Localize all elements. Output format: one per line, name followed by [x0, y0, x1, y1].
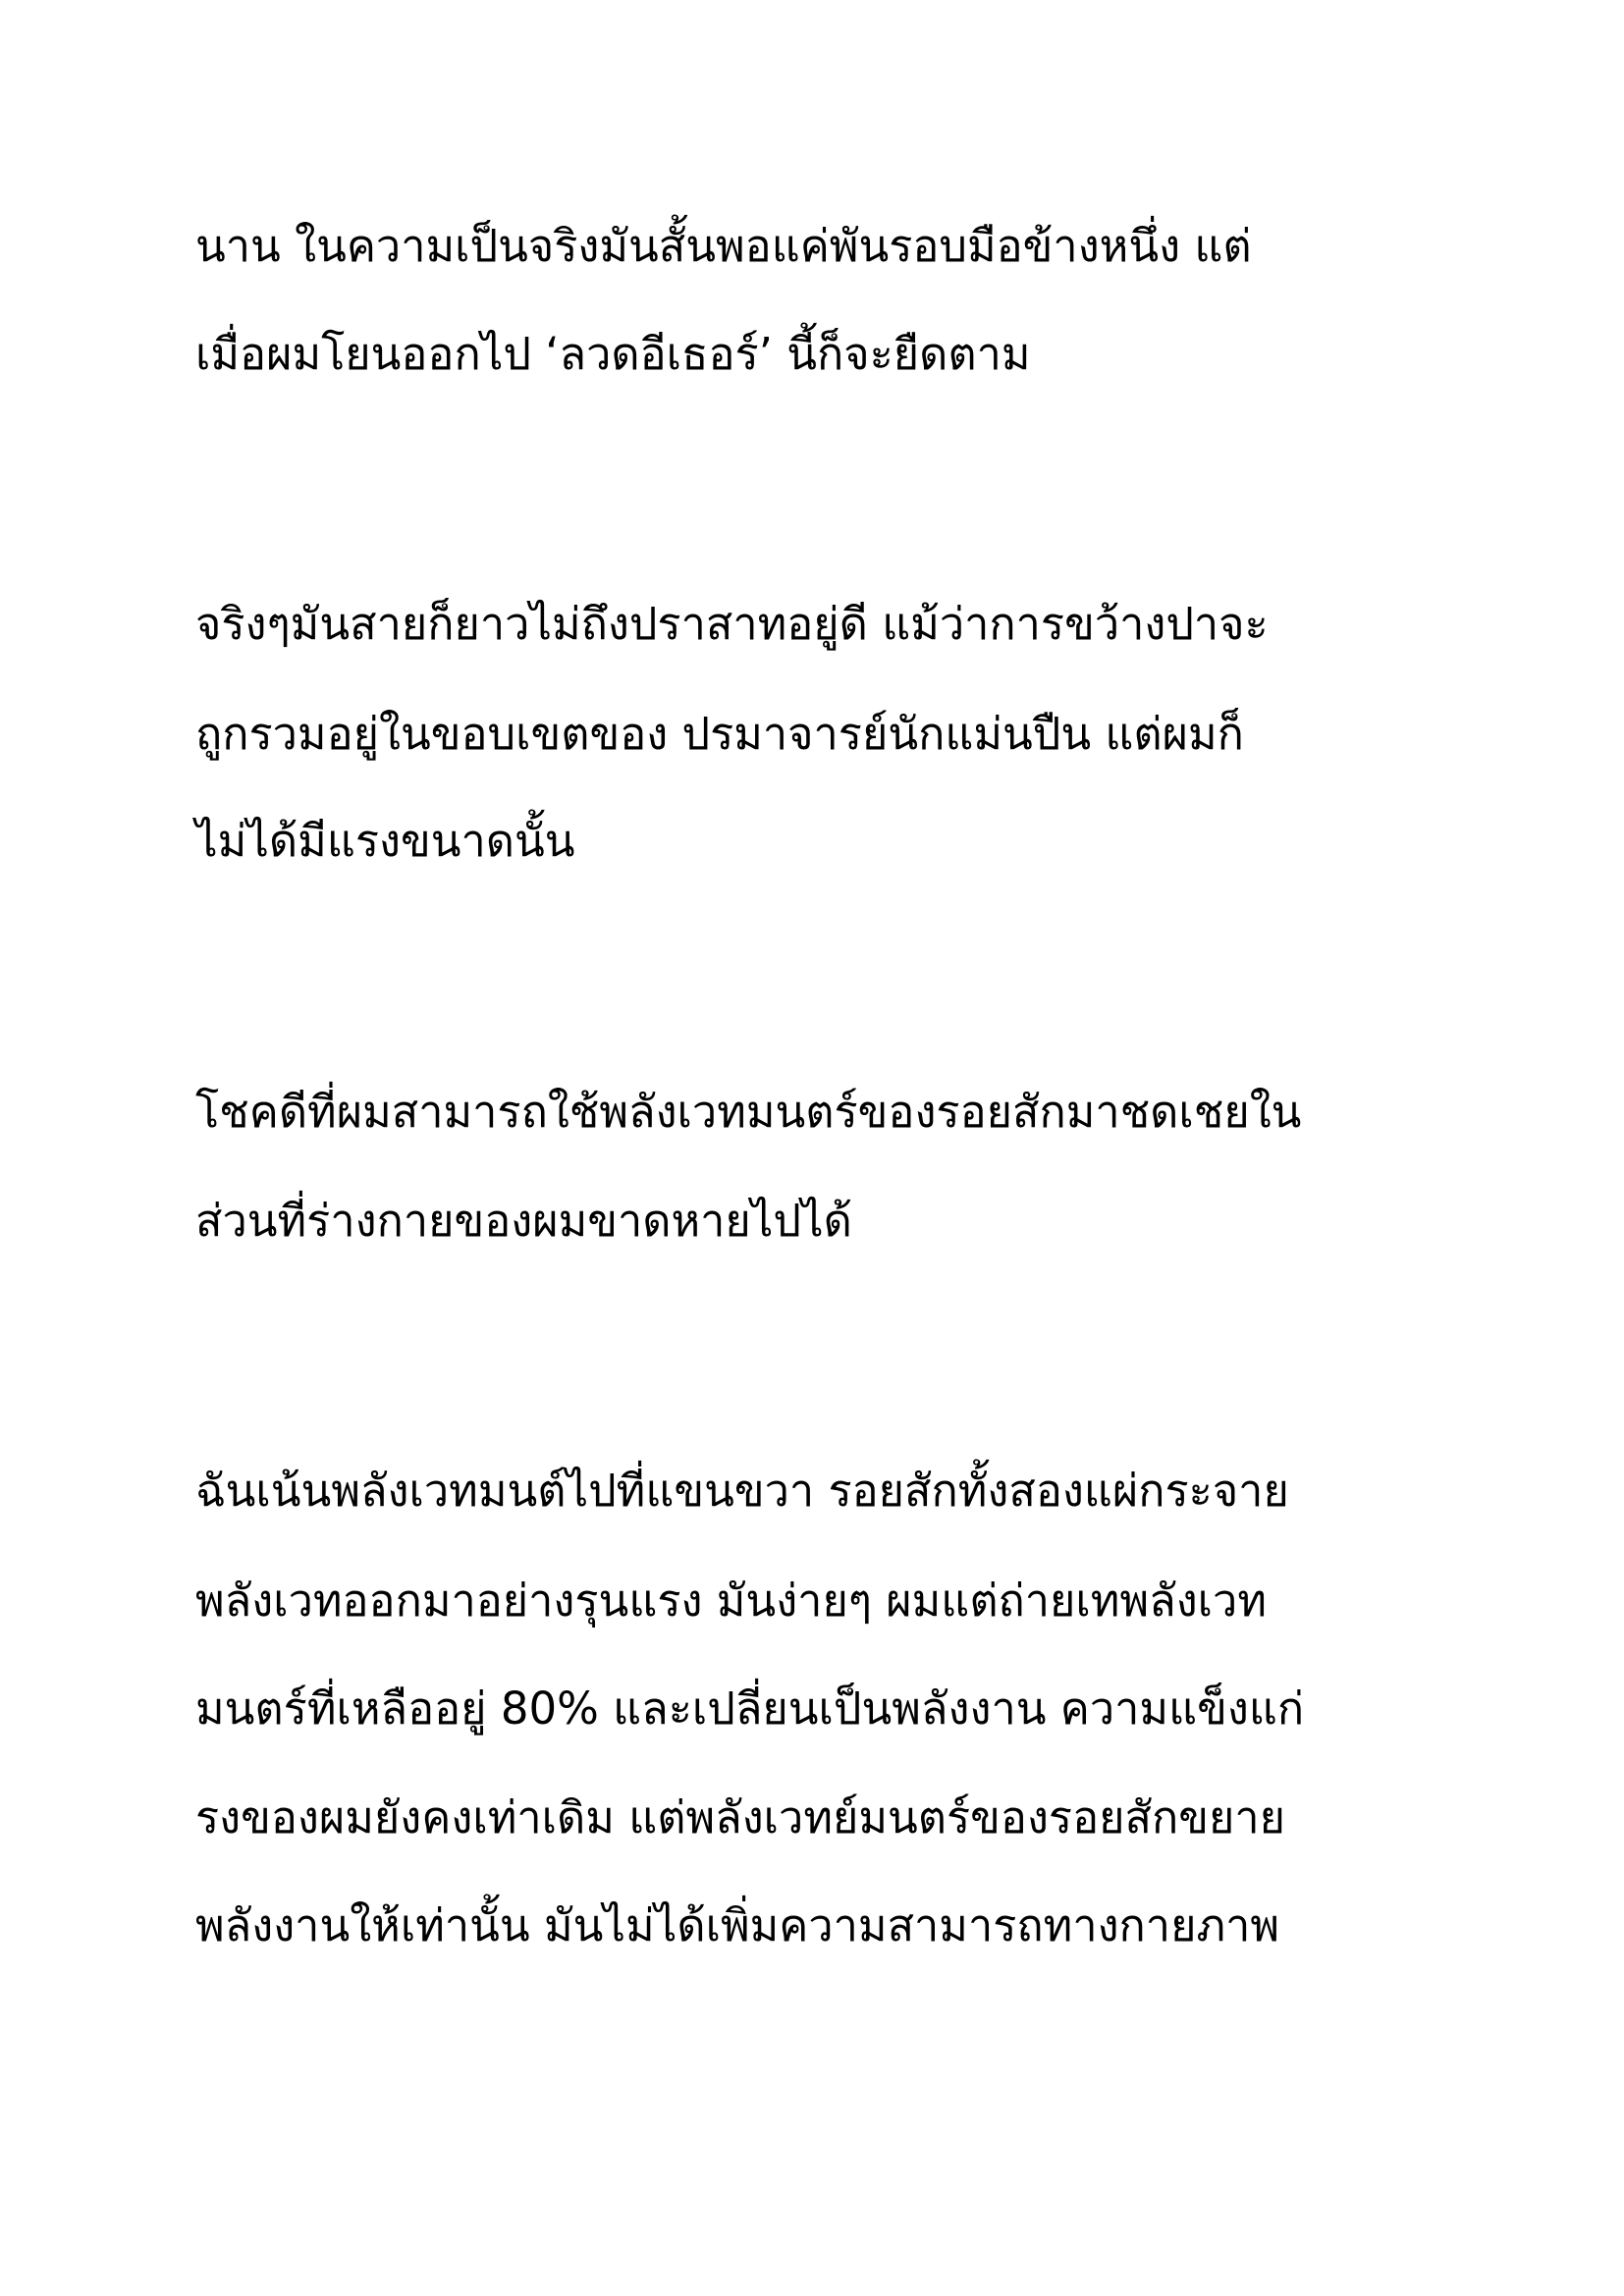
paragraph-4-line-1: ฉันเน้นพลังเวทมนต์ไปที่แขนขวา รอยสักทั้งสองแผ่กระจาย [195, 1465, 1289, 1517]
paragraph-1-line-1: นาน ในความเป็นจริงมันสั้นพอแค่พันรอบมือข้างหนึ่ง แต่ [195, 220, 1252, 272]
paragraph-4-line-4: รงของผมยังคงเท่าเดิม แต่พลังเวทย์มนตร์ของรอยสักขยาย [195, 1791, 1285, 1843]
paragraph-4-line-2: พลังเวทออกมาอย่างรุนแรง มันง่ายๆ ผมแต่ถ่ายเทพลังเวท [195, 1575, 1267, 1627]
paragraph-4-line-5: พลังงานให้เท่านั้น มันไม่ได้เพิ่มความสามารถทางกายภาพ [195, 1899, 1280, 1951]
paragraph-2-line-1: จริงๆมันสายก็ยาวไม่ถึงปราสาทอยู่ดี แม้ว่าการขว้างปาจะ [195, 598, 1269, 650]
paragraph-2-line-3: ไม่ได้มีแรงขนาดนั้น [195, 815, 575, 867]
paragraph-4-line-3: มนตร์ที่เหลืออยู่ 80% และเปลี่ยนเป็นพลังงาน ความแข็งแก่ [195, 1682, 1305, 1735]
paragraph-1-line-2: เมื่อผมโยนออกไป ‘ลวดอีเธอร์’ นี้ก็จะยืดตาม [195, 328, 1031, 380]
paragraph-2-line-2: ถูกรวมอยู่ในขอบเขตของ ปรมาจารย์นักแม่นปืน แต่ผมก็ [195, 708, 1244, 760]
paragraph-3-line-1: โชคดีที่ผมสามารถใช้พลังเวทมนตร์ของรอยสักมาชดเชยใน [195, 1086, 1302, 1138]
paragraph-3-line-2: ส่วนที่ร่างกายของผมขาดหายไปได้ [195, 1195, 852, 1247]
